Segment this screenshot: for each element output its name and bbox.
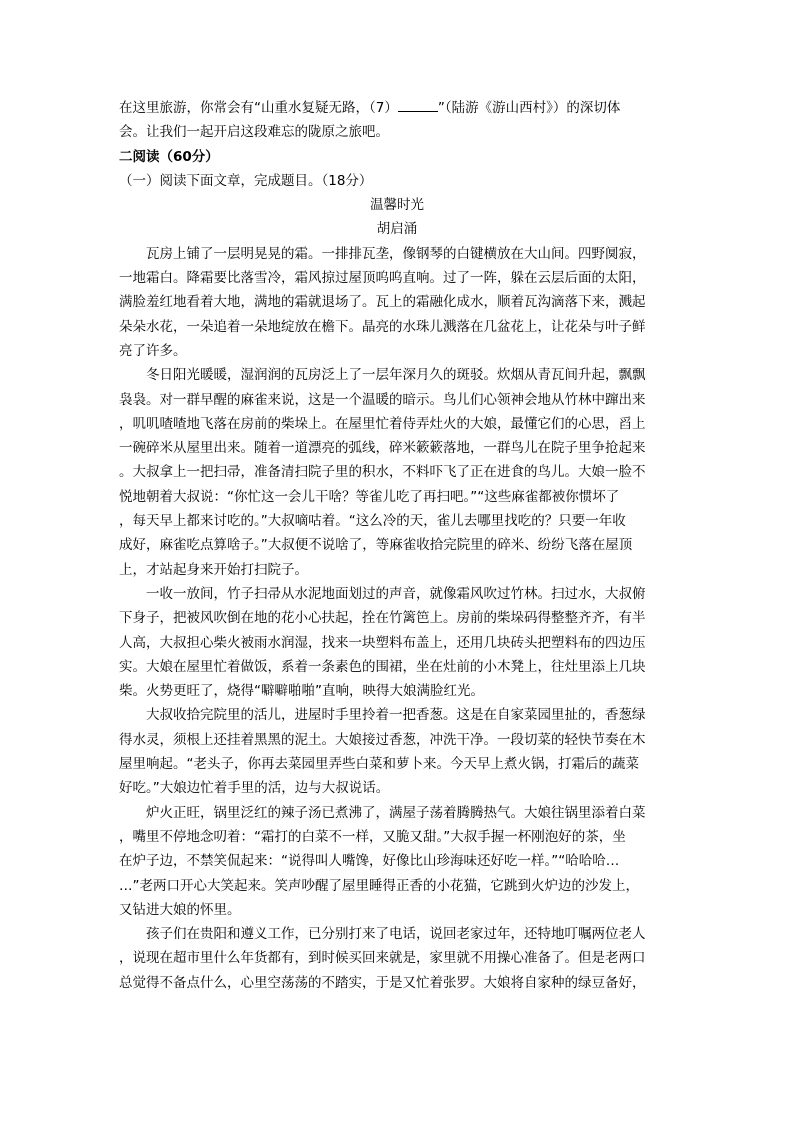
intro-line-1 (119, 96, 675, 120)
article-author: 胡启涌 (376, 221, 418, 238)
paragraph-line: 。大叔拿上一把扫帚，准备清扫院子里的积水，不料吓飞了正在进食的鸟儿。大娘一脸不 (119, 464, 646, 481)
paragraph-line: 得水灵，须根上还挂着黑黑的泥土。大娘接过香葱，冲洗干净。一段切菜的轻快节奏在木 (119, 731, 646, 748)
paragraph-line: ，嘴里不停地念叨着：“霜打的白菜不一样，又脆又甜。”大叔手握一杯刚泡好的茶，坐 (119, 828, 626, 845)
paragraph-line: 实。大娘在屋里忙着做饭，系着一条素色的围裙，坐在灶前的小木凳上，往灶里添上几块 (119, 658, 646, 675)
paragraph-line: 成好，麻雀吃点算啥子。”大叔便不说啥了，等麻雀收拾完院里的碎米、纷纷飞落在屋顶 (119, 537, 633, 554)
intro-text-pre: 在这里旅游，你常会有“山重水复疑无路，（7） (119, 100, 398, 116)
paragraph-line: 又钻进大娘的怀里。 (119, 901, 241, 918)
article-paragraph (119, 363, 675, 582)
paragraph-line: 悦地朝着大叔说：“你忙这一会儿干啥？等雀儿吃了再扫吧。”“这些麻雀都被你惯坏了 (119, 488, 620, 505)
article-paragraph (119, 582, 675, 703)
paragraph-line: 一碗碎米从屋里出来。随着一道漂亮的弧线，碎米簌簌落地，一群鸟儿在院子里争抢起来 (119, 440, 646, 457)
article-paragraph (119, 703, 675, 800)
answer-blank-7 (398, 98, 438, 112)
paragraph-line: ，每天早上都来讨吃的。”大叔嘀咕着。“这么冷的天，雀儿去哪里找吃的？只要一年收 (119, 513, 626, 530)
paragraph-line: 好吃。”大娘边忙着手里的活，边与大叔说话。 (119, 780, 390, 797)
paragraph-line: 总觉得不备点什么，心里空荡荡的不踏实，于是又忙着张罗。大娘将自家种的绿豆备好， (119, 974, 646, 991)
paragraph-line: 朵朵水花，一朵追着一朵地绽放在檐下。晶亮的水珠儿溅落在几盆花上，让花朵与叶子鲜 (119, 318, 646, 335)
paragraph-line: 满脸羞红地看着大地，满地的霜就退场了。瓦上的霜融化成水，顺着瓦沟滴落下来，溅起 (119, 294, 646, 311)
paragraph-line: 在炉子边，不禁笑侃起来：“说得叫人嘴馋，好像比山珍海味还好吃一样。”“哈哈哈… (119, 853, 620, 870)
page-content (119, 96, 675, 995)
article-body (119, 242, 675, 995)
intro-text-post: ”（陆游《游山西村》）的深切体 (437, 100, 621, 116)
article-paragraph (119, 801, 675, 922)
article-title: 温馨时光 (370, 197, 424, 214)
article-paragraph (119, 922, 675, 995)
paragraph-line: 冬日阳光暖暖，湿润润的瓦房泛上了一层年深月久的斑驳。炊烟从青瓦间升起，飘飘 (146, 367, 646, 384)
paragraph-line: ，叽叽喳喳地飞落在房前的柴垛上。在屋里忙着侍弄灶火的大娘，最懂它们的心思，舀上 (119, 415, 646, 432)
paragraph-line: ，说现在超市里什么年货都有，到时候买回来就是，家里就不用操心准备了。但是老两口 (119, 950, 646, 967)
article-paragraph (119, 242, 675, 363)
paragraph-line: 屋里响起。“老头子，你再去菜园里弄些白菜和萝卜来。今天早上煮火锅，打霜后的蔬菜 (119, 756, 639, 773)
paragraph-line: 大叔收拾完院里的活儿，进屋时手里拎着一把香葱。这是在自家菜园里扯的，香葱绿 (146, 707, 646, 724)
paragraph-line: 亮了许多。 (119, 342, 187, 359)
paragraph-line: 上，才站起身来开始打扫院子。 (119, 561, 308, 578)
paragraph-line: 下身子，把被风吹倒在地的花小心扶起，拴在竹篱笆上。房前的柴垛码得整整齐齐，有半 (119, 610, 646, 627)
paragraph-line: 瓦房上铺了一层明晃晃的霜。一排排瓦垄，像钢琴的白键横放在大山间。四野阒寂， (146, 245, 646, 262)
section-heading: 二阅读（60分） (119, 148, 219, 165)
paragraph-line: 一收一放间，竹子扫帚从水泥地面划过的声音，就像霜风吹过竹林。扫过水，大叔俯 (146, 585, 646, 602)
paragraph-line: 一地霜白。降霜要比落雪冷，霜风掠过屋顶呜呜直响。过了一阵，躲在云层后面的太阳， (119, 270, 646, 287)
paragraph-line: 柴。火势更旺了，烧得“噼噼啪啪”直响，映得大娘满脸红光。 (119, 683, 484, 700)
section-subheading: （一）阅读下面文章，完成题目。（18分） (119, 172, 373, 189)
paragraph-line: 孩子们在贵阳和遵义工作，已分别打来了电话，说回老家过年，还特地叮嘱两位老人 (146, 926, 646, 943)
paragraph-line: 袅袅。对一群早醒的麻雀来说，这是一个温暖的暗示。鸟儿们心领神会地从竹林中蹿出来 (119, 391, 646, 408)
paragraph-line: …”老两口开心大笑起来。笑声吵醒了屋里睡得正香的小花猫，它跳到火炉边的沙发上， (119, 877, 639, 894)
paragraph-line: 炉火正旺，锅里泛红的辣子汤已煮沸了，满屋子荡着腾腾热气。大娘往锅里添着白菜 (146, 804, 646, 821)
paragraph-line: 人高，大叔担心柴火被雨水润湿，找来一块塑料布盖上，还用几块砖头把塑料布的四边压 (119, 634, 646, 651)
intro-line-2: 会。让我们一起开启这段难忘的陇原之旅吧。 (119, 124, 389, 141)
